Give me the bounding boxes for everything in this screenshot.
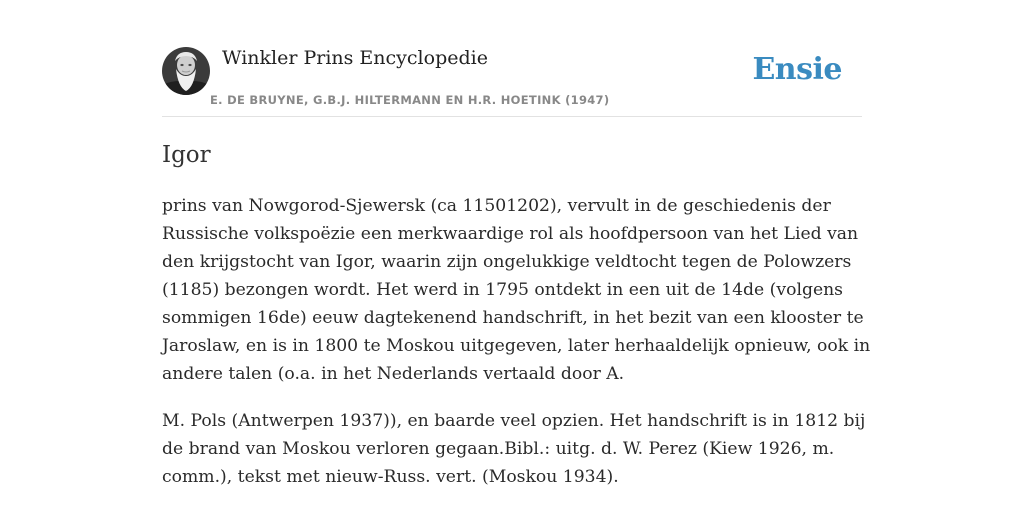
brand-logo[interactable]: Ensie xyxy=(752,52,842,87)
author-portrait-icon xyxy=(162,47,210,95)
source-authors: E. DE BRUYNE, G.B.J. HILTERMANN EN H.R. HOETINK (1947) xyxy=(210,93,610,107)
entry-paragraph: prins van Nowgorod-Sjewersk (ca 11501202), vervult in de geschiedenis der Russische volkspoëzie een merkwaardige rol als hoofdpersoon van het Lied van den krijgstocht van Igor, waarin zijn ongelukkige veldtocht tegen de Polowzers (1185) bezongen wordt. Het werd in 1795 ontdekt in een uit de 14de (volgens sommigen 16de) eeuw dagtekenend handschrift, in het bezit van een klooster te Jaroslaw, en is in 1800 te Moskou uitgegeven, later herhaaldelijk opnieuw, ook in andere talen (o.a. in het Nederlands vertaald door A. xyxy=(162,196,871,384)
entry-paragraph: M. Pols (Antwerpen 1937)), en baarde veel opzien. Het handschrift is in 1812 bij de brand van Moskou verloren gegaan.Bibl.: uitg. d. W. Perez (Kiew 1926, m. comm.), tekst met nieuw-Russ. vert. (Moskou 1934). xyxy=(162,411,866,487)
entry-title: Igor xyxy=(162,142,211,168)
author-avatar[interactable] xyxy=(162,47,210,95)
source-header xyxy=(162,46,862,117)
source-title[interactable]: Winkler Prins Encyclopedie xyxy=(222,47,488,69)
